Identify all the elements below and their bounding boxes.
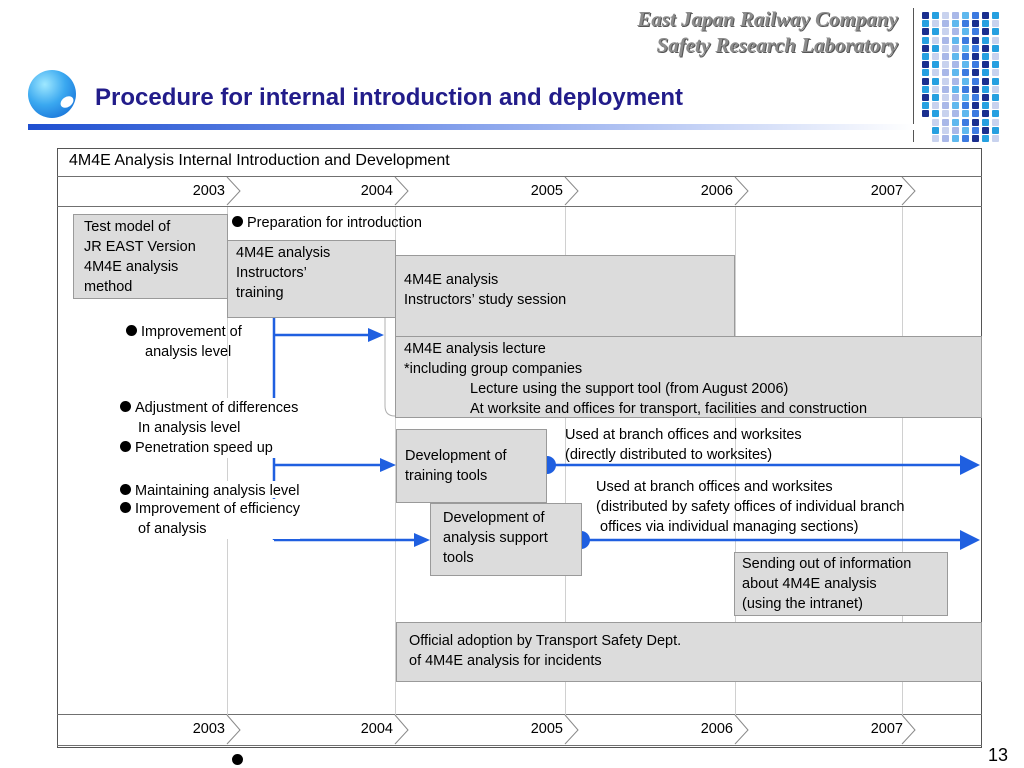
prep-intro-text: Preparation for introduction	[247, 215, 422, 231]
text-line: In analysis level	[138, 420, 241, 436]
org-line-1: East Japan Railway Company	[637, 7, 898, 31]
text-line: (distributed by safety offices of individual branch	[596, 499, 905, 515]
bullet-icon	[120, 502, 131, 513]
page-title: Procedure for internal introduction and deployment	[95, 84, 684, 111]
support-tools-box	[430, 503, 582, 576]
text-line: Development of	[405, 448, 507, 464]
bullet-icon	[120, 484, 131, 495]
text-line: 4M4E analysis lecture	[404, 341, 546, 357]
text-line: analysis support	[443, 530, 548, 546]
year-label: 2006	[700, 183, 733, 199]
bullet-icon	[120, 441, 131, 452]
lecture-box	[395, 336, 982, 418]
text-line: offices via individual managing sections)	[596, 519, 859, 535]
text-line: training tools	[405, 468, 488, 484]
efficiency-label	[120, 499, 300, 539]
org-line-2: Safety Research Laboratory	[656, 33, 898, 57]
year-label: 2007	[870, 183, 903, 199]
text-line: training	[236, 285, 284, 301]
year-label: 2006	[700, 721, 733, 737]
year-label: 2003	[192, 183, 225, 199]
text-line: Maintaining analysis level	[135, 483, 300, 498]
official-box	[396, 622, 982, 682]
text-line: *including group companies	[404, 361, 583, 377]
text-line: Sending out of information	[742, 556, 912, 572]
text-line: (using the intranet)	[742, 596, 863, 612]
test-model-box	[73, 214, 228, 299]
text-line: Adjustment of differences	[135, 400, 299, 416]
text-line: 4M4E analysis	[236, 245, 331, 261]
text-line: Improvement of efficiency	[135, 501, 300, 517]
instructors-training-box	[227, 240, 396, 318]
text-line: 4M4E analysis	[84, 259, 179, 275]
text-line: Development of	[443, 510, 545, 526]
prep-intro-label	[232, 213, 422, 233]
speed-line	[120, 438, 298, 458]
year-label: 2005	[530, 183, 563, 199]
text-line: Instructors’	[236, 265, 307, 281]
text-line: At worksite and offices for transport, facilities and construction	[470, 401, 868, 417]
year-label: 2004	[360, 721, 393, 737]
year-label: 2005	[530, 721, 563, 737]
year-label: 2004	[360, 183, 393, 199]
text-line: of analysis	[138, 521, 207, 537]
text-line: Test model of	[84, 219, 171, 235]
training-tools-box	[396, 429, 547, 503]
text-line: JR EAST Version	[84, 239, 196, 255]
text-line: (directly distributed to worksites)	[565, 447, 773, 463]
bullet-icon	[232, 216, 243, 227]
efficiency-line-1	[120, 499, 300, 519]
text-line: Used at branch offices and worksites	[596, 479, 833, 495]
text-line: Used at branch offices and worksites	[565, 427, 802, 443]
maintain-label	[120, 481, 299, 498]
study-session-box	[395, 255, 735, 337]
text-line: 4M4E analysis	[404, 272, 499, 288]
text-line: Instructors’ study session	[404, 292, 567, 308]
year-label: 2007	[870, 721, 903, 737]
text-line: analysis level	[145, 344, 232, 360]
text-line: method	[84, 279, 133, 295]
bullet-icon	[126, 325, 137, 336]
improve-level-label	[126, 322, 242, 362]
adjust-line-1	[120, 398, 298, 418]
text-line: about 4M4E analysis	[742, 576, 877, 592]
text-line: of 4M4E analysis for incidents	[409, 653, 602, 669]
branch2-label	[596, 477, 904, 537]
year-label: 2003	[192, 721, 225, 737]
improve-line-1	[126, 322, 242, 342]
text-line: Improvement of	[141, 324, 242, 340]
text-line: tools	[443, 550, 474, 566]
text-line: Lecture using the support tool (from August 2006)	[470, 381, 789, 397]
page-number: 13	[988, 745, 1009, 765]
table-heading: 4M4E Analysis Internal Introduction and Development	[69, 152, 450, 169]
sending-box	[734, 552, 948, 616]
adjust-label	[120, 398, 298, 458]
bullet-icon	[120, 401, 131, 412]
text-line: Official adoption by Transport Safety Dept.	[409, 633, 682, 649]
bullet-icon	[232, 754, 243, 765]
text-line: Penetration speed up	[135, 440, 273, 456]
branch1-label	[565, 425, 802, 465]
